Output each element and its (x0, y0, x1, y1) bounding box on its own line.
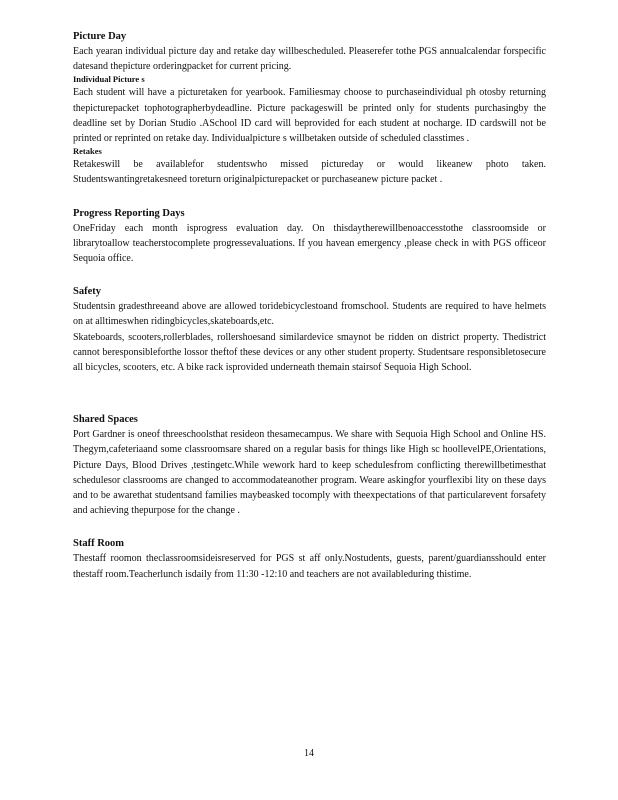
paragraph-staff-room: Thestaff roomon theclassroomsideisreserved for PGS st aff only.Nostudents, guests, parent/guardiansshould enter thestaff room.Teacherlunch isdaily from 11:30 -12:10 and teachers are not availableduring thistime. (73, 553, 546, 580)
heading-progress-reporting: Progress Reporting Days (73, 207, 185, 219)
paragraph-safety-1: Studentsin gradesthreeand above are allowed toridebicyclestoand fromschool. Students are required to have helmets on at alltimeswhen ridingbicycles,skateboards,etc. (73, 301, 546, 328)
section-staff-room (73, 537, 546, 581)
section-safety (73, 285, 546, 375)
section-individual-pictures (73, 74, 546, 146)
section-shared-spaces (73, 413, 546, 518)
heading-safety: Safety (73, 286, 101, 298)
document-page (73, 30, 546, 582)
heading-picture-day: Picture Day (73, 31, 127, 42)
section-progress-reporting (73, 207, 546, 267)
paragraph-individual-pictures: Each student will have a picturetaken for yearbook. Familiesmay choose to purchaseindividual ph otosby returning thepicturepacket tophotographerbydeadline. Picture packageswill be printed only for students purchasingby the deadline set by Dorian Studio .ASchool ID card will beprovided for each student at nocharge. ID cardswill not be printed or reprinted on retake day. Individualpicture s willbetaken outside of scheduled classtimes . (73, 87, 546, 145)
section-picture-day (73, 30, 546, 74)
paragraph-safety-2: Skateboards, scooters,rollerblades, rollershoesand similardevice smaynot be ridden on district property. Thedistrict cannot beresponsibleforthe lossor theftof these devices or any other student property. Studentsare responsibletosecure all bicycles, scooters, etc. A bike rack isprovided underneath themain stairsof Sequoia High School. (73, 331, 546, 374)
page-number: 14 (304, 748, 314, 759)
paragraph-picture-day: Each yearan individual picture day and retake day willbescheduled. Pleaserefer tothe PGS annualcalendar forspecific datesand thepicture orderingpacket for current pricing. (73, 46, 546, 73)
paragraph-progress-reporting: OneFriday each month isprogress evaluation day. On thisdaytherewillbenoaccesstothe classroomside or librarytoallow teacherstocomplete progressevaluations. If you havean emergency ,please check in with PGS officeor Sequoia office. (73, 222, 546, 265)
subheading-retakes: Retakes (73, 146, 102, 157)
subheading-individual-pictures: Individual Picture s (73, 74, 145, 85)
paragraph-retakes: Retakeswill be availablefor studentswho missed pictureday or would likeanew photo taken. Studentswantingretakesneed toreturn originalpicturepacket or purchaseanew picture packet . (73, 159, 546, 186)
heading-staff-room: Staff Room (73, 538, 125, 550)
heading-shared-spaces: Shared Spaces (73, 414, 138, 426)
paragraph-shared-spaces: Port Gardner is oneof threeschoolsthat resideon thesamecampus. We share with Sequoia High School and Online HS. Thegym,cafeteriaand some classroomsare shared on a regular basis for things like High sc hoollevelPE,Orientations, Picture Days, Blood Drives ,testingetc.While wework hard to keep schedulesfrom conflicting therewillbetimesthat schedulesor classrooms are changed to accommodateanother program. Weare askingfor yourflexibi lity on these days and to be awarethat studentsand families maybeasked tocomply with theexpectations of that particularevent forsafety and achieving thepurpose for the change . (73, 429, 546, 517)
section-retakes (73, 146, 546, 187)
